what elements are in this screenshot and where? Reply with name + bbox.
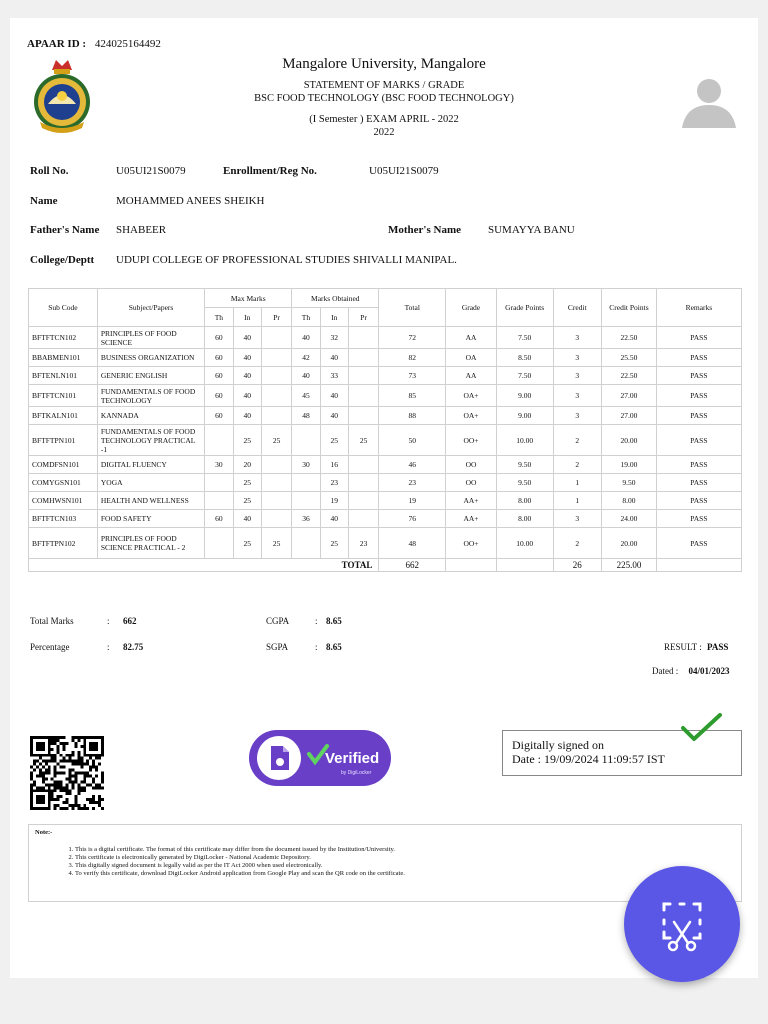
cell-remarks: PASS	[656, 385, 741, 407]
cell-remarks: PASS	[656, 474, 741, 492]
cell-grade: OA+	[446, 407, 497, 425]
cell-credit-points: 27.00	[602, 385, 657, 407]
cell-credit: 2	[553, 528, 602, 559]
cell-ob-in: 33	[320, 367, 348, 385]
cell-max-th	[205, 474, 233, 492]
cell-ob-pr	[348, 327, 378, 349]
roll-value: U05UI21S0079	[116, 165, 186, 177]
statement-title: STATEMENT OF MARKS / GRADE	[303, 80, 465, 91]
cell-total: 85	[379, 385, 446, 407]
cell-remarks: PASS	[656, 425, 741, 456]
cell-credit-points: 19.00	[602, 456, 657, 474]
table-row	[29, 492, 742, 510]
col-grade: Grade	[446, 289, 497, 327]
total-marks-value: 662	[123, 616, 137, 626]
total-marks-cell: 662	[379, 559, 446, 572]
cell-max-in: 40	[233, 407, 261, 425]
enroll-value: U05UI21S0079	[369, 165, 439, 177]
separator: :	[315, 616, 318, 626]
table-row	[29, 456, 742, 474]
col-total: Total	[379, 289, 446, 327]
table-row	[29, 349, 742, 367]
cell-sub-code: BFTFTCN102	[29, 327, 98, 349]
cell-grade-points: 9.00	[496, 385, 553, 407]
cell-ob-th: 30	[292, 456, 320, 474]
cell-grade-points: 10.00	[496, 528, 553, 559]
cgpa-label: CGPA	[266, 616, 290, 626]
cell-subject: FUNDAMENTALS OF FOOD TECHNOLOGY PRACTICAL -1	[97, 425, 204, 456]
cell-grade: OO	[446, 456, 497, 474]
cell-ob-th: 40	[292, 327, 320, 349]
cell-max-pr: 25	[261, 528, 291, 559]
cell-remarks: PASS	[656, 528, 741, 559]
cell-ob-in: 16	[320, 456, 348, 474]
cell-credit-points: 8.00	[602, 492, 657, 510]
cell-total: 19	[379, 492, 446, 510]
cell-grade: AA+	[446, 492, 497, 510]
cell-sub-code: BFTKALN101	[29, 407, 98, 425]
cell-ob-pr: 25	[348, 425, 378, 456]
result-value: PASS	[707, 642, 729, 652]
cell-total: 72	[379, 327, 446, 349]
cell-max-pr	[261, 492, 291, 510]
father-label: Father's Name	[30, 224, 100, 236]
cell-subject: BUSINESS ORGANIZATION	[97, 349, 204, 367]
col-max-pr: Pr	[261, 308, 291, 327]
exam-name: (I Semester ) EXAM APRIL - 2022	[309, 114, 459, 125]
dated-label: Dated :	[652, 666, 679, 676]
cell-grade-points: 8.00	[496, 492, 553, 510]
cell-remarks: PASS	[656, 407, 741, 425]
note-item: 1. This is a digital certificate. The format of this certificate may differ from the document issued by the Institution/University.	[75, 846, 735, 854]
table-row	[29, 528, 742, 559]
cell-max-th: 60	[205, 367, 233, 385]
cell-ob-th	[292, 492, 320, 510]
cell-grade-points: 7.50	[496, 327, 553, 349]
col-remarks: Remarks	[656, 289, 741, 327]
cell-max-in: 20	[233, 456, 261, 474]
roll-label: Roll No.	[30, 165, 69, 177]
name-label: Name	[30, 195, 58, 207]
cell-credit-points: 24.00	[602, 510, 657, 528]
col-max-marks: Max Marks	[205, 289, 292, 308]
cell-grade: OA+	[446, 385, 497, 407]
dated	[652, 666, 730, 676]
cell-total: 73	[379, 367, 446, 385]
cell-ob-in: 40	[320, 349, 348, 367]
cell-max-pr	[261, 349, 291, 367]
cell-credit: 3	[553, 349, 602, 367]
cell-max-pr: 25	[261, 425, 291, 456]
cell-grade-points: 9.00	[496, 407, 553, 425]
cell-total: 48	[379, 528, 446, 559]
programme-name: BSC FOOD TECHNOLOGY (BSC FOOD TECHNOLOGY)	[254, 93, 514, 104]
cell-grade: OO+	[446, 425, 497, 456]
note-item: 4. To verify this certificate, download DigiLocker Android application from Google Play and scan the QR code on the certificate.	[75, 870, 735, 878]
cell-credit: 2	[553, 456, 602, 474]
separator: :	[107, 642, 110, 652]
cell-max-pr	[261, 474, 291, 492]
cell-grade-points: 10.00	[496, 425, 553, 456]
cell-subject: PRINCIPLES OF FOOD SCIENCE PRACTICAL - 2	[97, 528, 204, 559]
total-label: TOTAL	[29, 559, 379, 572]
cell-max-in: 40	[233, 327, 261, 349]
signed-line-2: Date : 19/09/2024 11:09:57 IST	[512, 752, 665, 766]
col-credit: Credit	[553, 289, 602, 327]
note-item: 2. This certificate is electronically generated by DigiLocker - National Academic Depository.	[75, 854, 735, 862]
cell-max-in: 40	[233, 367, 261, 385]
cell-ob-th: 48	[292, 407, 320, 425]
cell-ob-pr: 23	[348, 528, 378, 559]
col-subject: Subject/Papers	[97, 289, 204, 327]
cell-ob-th	[292, 425, 320, 456]
exam-year: 2022	[373, 127, 395, 138]
cell-max-in: 25	[233, 492, 261, 510]
cell-ob-pr	[348, 510, 378, 528]
cell-grade-points: 9.50	[496, 456, 553, 474]
percentage-value: 82.75	[123, 642, 144, 652]
cell-sub-code: BFTENLN101	[29, 367, 98, 385]
cell-sub-code: COMDFSN101	[29, 456, 98, 474]
cell-credit: 3	[553, 510, 602, 528]
col-sub-code: Sub Code	[29, 289, 98, 327]
cell-remarks: PASS	[656, 367, 741, 385]
col-max-th: Th	[205, 308, 233, 327]
cell-max-in: 40	[233, 510, 261, 528]
cell-credit: 1	[553, 492, 602, 510]
cell-max-in: 40	[233, 385, 261, 407]
cell-credit: 1	[553, 474, 602, 492]
cell-total: 82	[379, 349, 446, 367]
cell-max-in: 25	[233, 425, 261, 456]
cell-grade: OA	[446, 349, 497, 367]
cell-sub-code: COMYGSN101	[29, 474, 98, 492]
mother-label: Mother's Name	[388, 224, 462, 236]
cell-max-th	[205, 425, 233, 456]
cell-max-pr	[261, 367, 291, 385]
college-value: UDUPI COLLEGE OF PROFESSIONAL STUDIES SHIVALLI MANIPAL.	[116, 254, 457, 266]
cell-subject: FUNDAMENTALS OF FOOD TECHNOLOGY	[97, 385, 204, 407]
cell-grade: OO+	[446, 528, 497, 559]
cell-grade-points: 9.50	[496, 474, 553, 492]
cell-subject: HEALTH AND WELLNESS	[97, 492, 204, 510]
cell-total: 46	[379, 456, 446, 474]
total-row	[29, 559, 742, 572]
digilocker-verified-badge	[249, 730, 391, 786]
cell-subject: KANNADA	[97, 407, 204, 425]
total-marks-label: Total Marks	[30, 616, 74, 626]
total-credit-cell: 26	[553, 559, 602, 572]
cell-remarks: PASS	[656, 510, 741, 528]
cell-remarks: PASS	[656, 492, 741, 510]
cell-ob-th: 42	[292, 349, 320, 367]
cell-max-th: 30	[205, 456, 233, 474]
col-ob-in: In	[320, 308, 348, 327]
cell-credit-points: 20.00	[602, 528, 657, 559]
cell-ob-in: 19	[320, 492, 348, 510]
cell-credit: 3	[553, 385, 602, 407]
checkmark-icon	[680, 712, 722, 742]
table-row	[29, 327, 742, 349]
cell-sub-code: BFTFTCN103	[29, 510, 98, 528]
screenshot-crop-button[interactable]	[624, 866, 740, 982]
name-value: MOHAMMED ANEES SHEIKH	[116, 195, 265, 207]
cell-max-pr	[261, 456, 291, 474]
cell-ob-in: 25	[320, 425, 348, 456]
cell-subject: GENERIC ENGLISH	[97, 367, 204, 385]
apaar-id	[27, 38, 161, 50]
table-row	[29, 425, 742, 456]
badge-text: Verified	[325, 750, 380, 767]
cell-ob-pr	[348, 456, 378, 474]
table-row	[29, 510, 742, 528]
cell-ob-th	[292, 528, 320, 559]
enroll-label: Enrollment/Reg No.	[223, 165, 317, 177]
cell-subject: YOGA	[97, 474, 204, 492]
cell-max-th: 60	[205, 327, 233, 349]
cell-credit: 2	[553, 425, 602, 456]
cell-ob-in: 32	[320, 327, 348, 349]
cell-credit-points: 20.00	[602, 425, 657, 456]
cell-subject: PRINCIPLES OF FOOD SCIENCE	[97, 327, 204, 349]
cell-sub-code: COMHWSN101	[29, 492, 98, 510]
cell-grade-points: 7.50	[496, 367, 553, 385]
table-row	[29, 385, 742, 407]
table-row	[29, 474, 742, 492]
cell-grade: AA	[446, 327, 497, 349]
father-value: SHABEER	[116, 224, 167, 236]
table-row	[29, 367, 742, 385]
apaar-value: 424025164492	[94, 38, 161, 50]
cell-ob-pr	[348, 407, 378, 425]
cell-credit: 3	[553, 367, 602, 385]
cell-total: 88	[379, 407, 446, 425]
cell-ob-th	[292, 474, 320, 492]
cell-credit-points: 9.50	[602, 474, 657, 492]
signed-line-1: Digitally signed on	[512, 738, 604, 752]
col-max-in: In	[233, 308, 261, 327]
cell-sub-code: BFTFTPN102	[29, 528, 98, 559]
cell-max-th	[205, 492, 233, 510]
cell-max-pr	[261, 327, 291, 349]
cell-credit: 3	[553, 327, 602, 349]
cell-remarks: PASS	[656, 456, 741, 474]
col-credit-points: Credit Points	[602, 289, 657, 327]
col-ob-th: Th	[292, 308, 320, 327]
sgpa-label: SGPA	[266, 642, 289, 652]
badge-sub: by DigiLocker	[341, 770, 372, 776]
cell-max-pr	[261, 510, 291, 528]
cell-subject: FOOD SAFETY	[97, 510, 204, 528]
col-grade-points: Grade Points	[496, 289, 553, 327]
cell-ob-pr	[348, 367, 378, 385]
cell-max-th: 60	[205, 407, 233, 425]
cell-ob-in: 40	[320, 510, 348, 528]
table-row	[29, 407, 742, 425]
cell-max-th	[205, 528, 233, 559]
university-name: Mangalore University, Mangalore	[282, 56, 486, 72]
cell-ob-pr	[348, 474, 378, 492]
col-ob-pr: Pr	[348, 308, 378, 327]
cell-ob-in: 23	[320, 474, 348, 492]
notes-title: Note:-	[35, 829, 53, 836]
marks-card	[10, 18, 758, 978]
result	[664, 642, 728, 652]
college-label: College/Deptt	[30, 254, 95, 266]
qr-code-icon[interactable]	[30, 736, 104, 810]
cell-ob-pr	[348, 385, 378, 407]
separator: :	[315, 642, 318, 652]
cell-sub-code: BFTFTPN101	[29, 425, 98, 456]
cell-grade: AA+	[446, 510, 497, 528]
cell-ob-th: 45	[292, 385, 320, 407]
cell-grade-points: 8.00	[496, 510, 553, 528]
cell-grade: OO	[446, 474, 497, 492]
cell-total: 50	[379, 425, 446, 456]
cgpa-value: 8.65	[326, 616, 342, 626]
cell-sub-code: BBABMEN101	[29, 349, 98, 367]
sgpa-value: 8.65	[326, 642, 342, 652]
result-label: RESULT :	[664, 642, 702, 652]
screenshot-crop-icon	[624, 866, 740, 982]
cell-max-pr	[261, 385, 291, 407]
total-cp-cell: 225.00	[602, 559, 657, 572]
cell-max-in: 40	[233, 349, 261, 367]
cell-sub-code: BFTFTCN101	[29, 385, 98, 407]
cell-total: 23	[379, 474, 446, 492]
percentage-label: Percentage	[30, 642, 70, 652]
cell-max-th: 60	[205, 385, 233, 407]
cell-ob-in: 40	[320, 407, 348, 425]
cell-ob-pr	[348, 349, 378, 367]
cell-ob-pr	[348, 492, 378, 510]
cell-ob-in: 40	[320, 385, 348, 407]
cell-max-in: 25	[233, 474, 261, 492]
apaar-label: APAAR ID :	[27, 38, 87, 50]
cell-ob-th: 40	[292, 367, 320, 385]
note-item: 3. This digitally signed document is legally valid as per the IT Act 2000 when used electronically.	[75, 862, 735, 870]
cell-max-pr	[261, 407, 291, 425]
cell-credit-points: 22.50	[602, 367, 657, 385]
cell-ob-th: 36	[292, 510, 320, 528]
marks-table	[28, 288, 742, 572]
cell-credit-points: 25.50	[602, 349, 657, 367]
cell-subject: DIGITAL FLUENCY	[97, 456, 204, 474]
cell-max-in: 25	[233, 528, 261, 559]
cell-credit-points: 27.00	[602, 407, 657, 425]
cell-credit: 3	[553, 407, 602, 425]
cell-remarks: PASS	[656, 349, 741, 367]
cell-credit-points: 22.50	[602, 327, 657, 349]
mother-value: SUMAYYA BANU	[488, 224, 575, 236]
cell-ob-in: 25	[320, 528, 348, 559]
cell-grade-points: 8.50	[496, 349, 553, 367]
cell-grade: AA	[446, 367, 497, 385]
col-marks-obtained: Marks Obtained	[292, 289, 379, 308]
cell-total: 76	[379, 510, 446, 528]
cell-remarks: PASS	[656, 327, 741, 349]
cell-max-th: 60	[205, 349, 233, 367]
cell-max-th: 60	[205, 510, 233, 528]
separator: :	[107, 616, 110, 626]
dated-value: 04/01/2023	[688, 666, 730, 676]
